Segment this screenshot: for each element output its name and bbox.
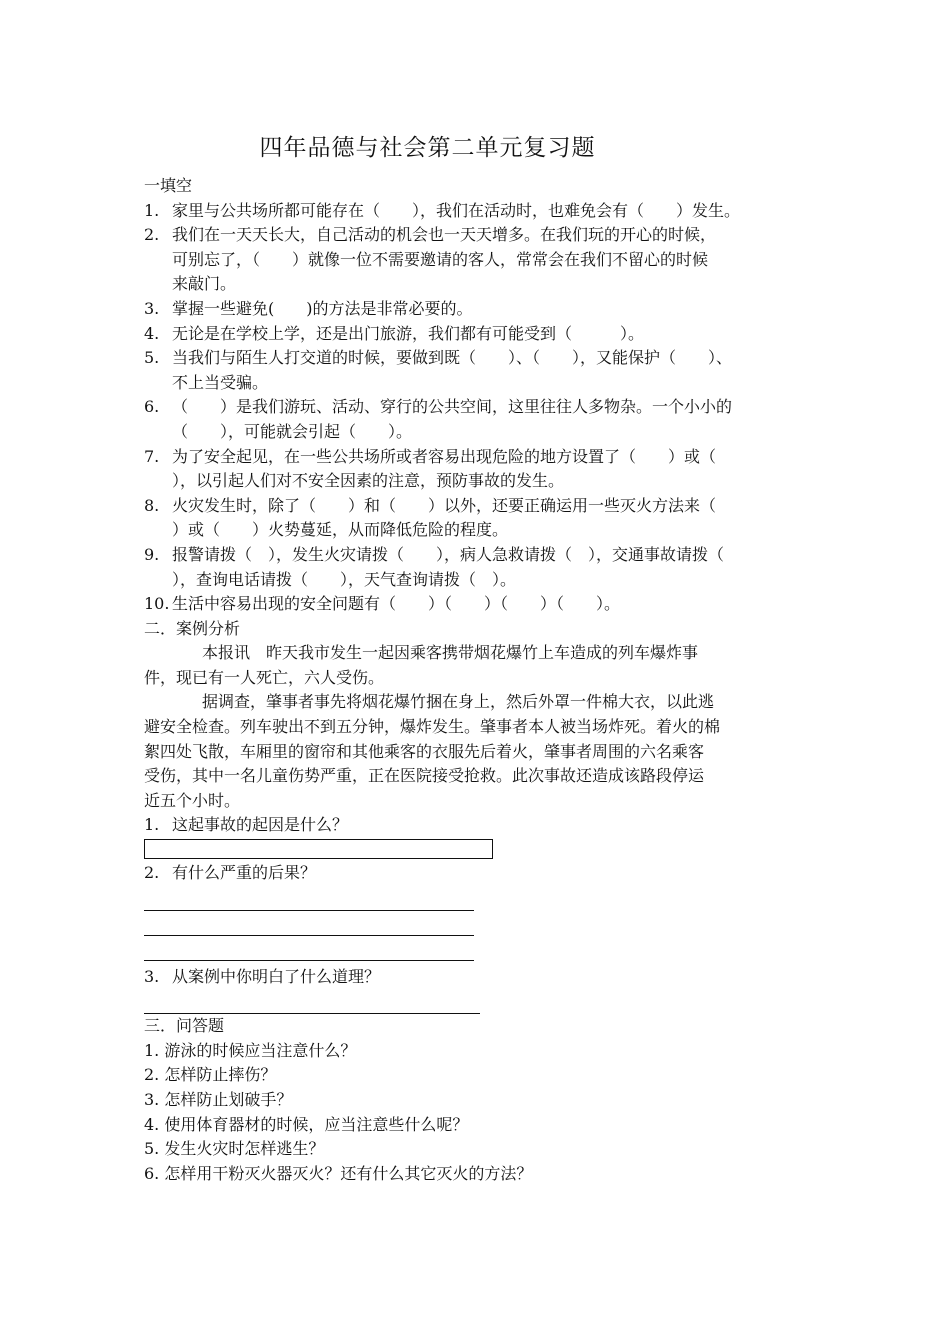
paragraph-line: 受伤，其中一名儿童伤势严重，正在医院接受抢救。此次事故还造成该路段停运: [144, 766, 705, 786]
item-text: [172, 445, 812, 494]
case-question-3: [144, 965, 812, 990]
paragraph-line: 据调查，肇事者事先将烟花爆竹捆在身上，然后外罩一件棉大衣，以此逃: [202, 692, 715, 712]
item-text-line: ），查询电话请拨（ ），天气查询请拨（ ）。: [172, 569, 517, 589]
item-text: [172, 322, 812, 347]
item-text-line: （ ）是我们游玩、活动、穿行的公共空间，这里往往人多物杂。一个小小的: [172, 397, 733, 417]
section2-heading: 二．案例分析: [144, 618, 241, 638]
question-text: 这起事故的起因是什么？: [172, 815, 349, 835]
fill-blank-item: [144, 223, 812, 297]
case-question-2: [144, 861, 812, 886]
answer-box-1[interactable]: [144, 839, 493, 859]
item-number: 2.: [144, 225, 160, 245]
paragraph-line: 本报讯 昨天我市发生一起因乘客携带烟花爆竹上车造成的列车爆炸事: [202, 643, 699, 663]
question-text: 有什么严重的后果？: [172, 863, 317, 883]
item-text: [172, 199, 812, 224]
item-text-line: 当我们与陌生人打交道的时候，要做到既（ ）、（ ），又能保护（ ）、: [172, 348, 733, 368]
fill-blank-item: [144, 297, 812, 322]
fill-blank-item: [144, 494, 812, 543]
item-text-line: ）或（ ）火势蔓延，从而降低危险的程度。: [172, 520, 509, 540]
case-paragraph-2: [144, 690, 812, 813]
question-number: 3.: [144, 966, 160, 986]
document-body: [144, 174, 812, 1186]
fill-blank-item: [144, 592, 812, 617]
qa-list: [144, 1039, 812, 1187]
answer-line-2b[interactable]: [144, 911, 474, 936]
item-number: 8.: [144, 495, 160, 515]
case-question-1: [144, 813, 812, 838]
fill-blank-item: [144, 395, 812, 444]
fill-blank-item: [144, 543, 812, 592]
paragraph-line: 件，现已有一人死亡，六人受伤。: [144, 667, 385, 687]
item-number: 10.: [144, 594, 170, 614]
item-number: 9.: [144, 544, 160, 564]
qa-question: 4. 使用体育器材的时候，应当注意些什么呢？: [144, 1114, 469, 1134]
item-text: [172, 592, 812, 617]
fill-blank-item: [144, 322, 812, 347]
paragraph-line: 避安全检查。列车驶出不到五分钟，爆炸发生。肇事者本人被当场炸死。着火的棉: [144, 717, 721, 737]
item-text-line: （ ），可能就会引起（ ）。: [172, 421, 413, 441]
item-text: [172, 297, 812, 322]
fill-blank-item: [144, 445, 812, 494]
qa-question: 5. 发生火灾时怎样逃生？: [144, 1139, 325, 1159]
fill-blank-item: [144, 346, 812, 395]
item-text-line: 掌握一些避免( )的方法是非常必要的。: [172, 298, 473, 318]
answer-line-2a[interactable]: [144, 886, 474, 911]
item-number: 4.: [144, 323, 160, 343]
qa-question: 2. 怎样防止摔伤？: [144, 1065, 277, 1085]
fill-blank-item: [144, 199, 812, 224]
item-text-line: 火灾发生时，除了（ ）和（ ）以外，还要正确运用一些灭火方法来（: [172, 495, 717, 515]
paragraph-line: 絮四处飞散，车厢里的窗帘和其他乘客的衣服先后着火，肇事者周围的六名乘客: [144, 741, 705, 761]
question-number: 1.: [144, 815, 160, 835]
item-text-line: 不上当受骗。: [172, 372, 269, 392]
page-title: 四年品德与社会第二单元复习题: [259, 135, 596, 161]
item-text-line: 来敲门。: [172, 274, 237, 294]
item-text: [172, 223, 812, 297]
item-number: 3.: [144, 298, 160, 318]
item-text-line: ），以引起人们对不安全因素的注意，预防事故的发生。: [172, 471, 565, 491]
case-paragraph-1: [144, 641, 812, 690]
answer-line-3[interactable]: [144, 989, 480, 1014]
question-text: 从案例中你明白了什么道理？: [172, 966, 381, 986]
item-text: [172, 543, 812, 592]
item-text: [172, 395, 812, 444]
item-text-line: 我们在一天天长大，自己活动的机会也一天天增多。在我们玩的开心的时候，: [172, 225, 717, 245]
qa-question: 3. 怎样防止划破手？: [144, 1090, 293, 1109]
section3-heading: 三．问答题: [144, 1016, 225, 1036]
item-text-line: 报警请拨（ ），发生火灾请拨（ ），病人急救请拨（ ），交通事故请拨（: [172, 544, 725, 564]
qa-question: 1. 游泳的时候应当注意什么？: [144, 1040, 357, 1060]
item-text-line: 为了安全起见，在一些公共场所或者容易出现危险的地方设置了（ ）或（: [172, 446, 717, 466]
item-text-line: 可别忘了，（ ）就像一位不需要邀请的客人，常常会在我们不留心的时候: [172, 249, 709, 269]
item-text-line: 无论是在学校上学，还是出门旅游，我们都有可能受到（ ）。: [172, 323, 645, 343]
item-text: [172, 494, 812, 543]
paragraph-line: 近五个小时。: [144, 790, 241, 810]
item-text: [172, 346, 812, 395]
answer-line-2c[interactable]: [144, 936, 474, 961]
section1-heading: 一填空: [144, 176, 193, 195]
question-number: 2.: [144, 863, 160, 883]
item-number: 6.: [144, 397, 160, 417]
item-text-line: 家里与公共场所都可能存在（ ），我们在活动时，也难免会有（ ）发生。: [172, 200, 741, 220]
item-number: 1.: [144, 200, 160, 220]
item-text-line: 生活中容易出现的安全问题有（ ）（ ）（ ）（ ）。: [172, 594, 621, 614]
qa-question: 6. 怎样用干粉灭火器灭火？还有什么其它灭火的方法？: [144, 1163, 533, 1183]
fill-blank-list: [144, 199, 812, 617]
item-number: 5.: [144, 348, 160, 368]
item-number: 7.: [144, 446, 160, 466]
